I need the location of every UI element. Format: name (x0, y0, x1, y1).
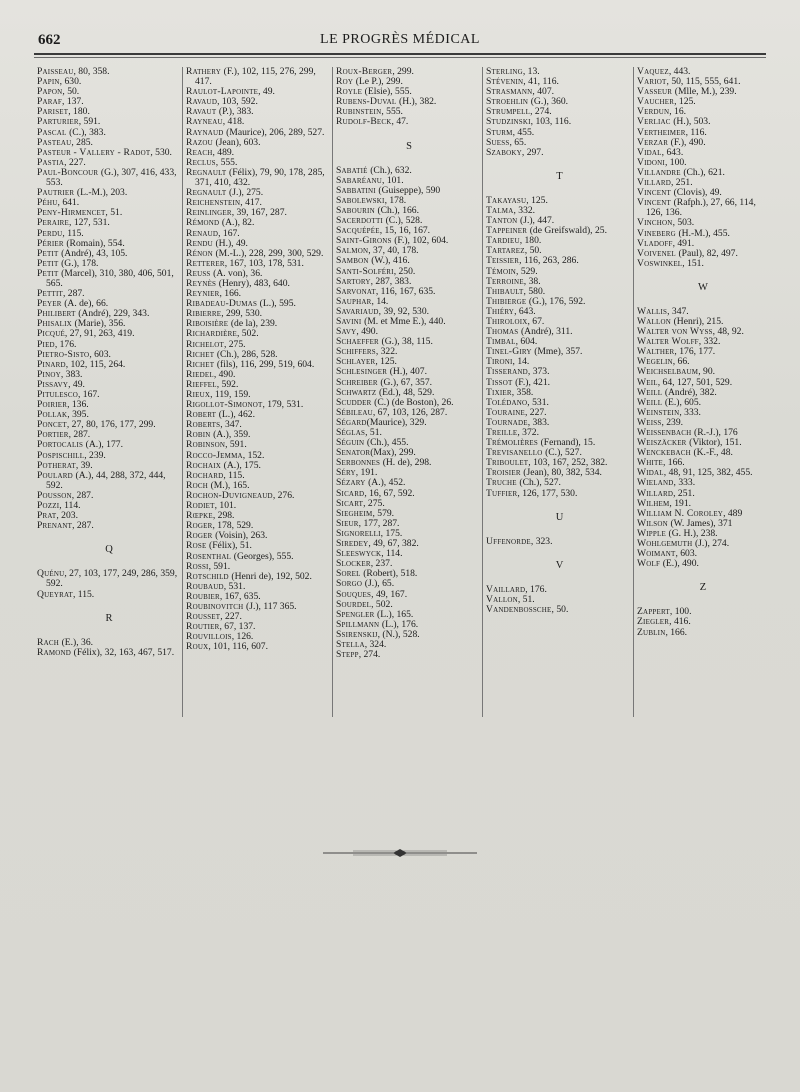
index-entry: Widal, 48, 91, 125, 382, 455. (637, 467, 753, 479)
header-rule-thin (34, 57, 766, 58)
index-entry: Séry, 191. (336, 467, 378, 479)
index-entry: Sauphar, 14. (336, 295, 389, 307)
index-entry: Raulot-Lapointe, 49. (186, 86, 275, 98)
index-entry: Variot, 50, 115, 555, 641. (637, 76, 741, 88)
index-entry: Schaeffer (G.), 38, 115. (336, 336, 433, 348)
index-entry: Roux-Berger, 299. (336, 66, 414, 77)
index-entry: Regnault (Félix), 79, 90, 178, 285, 371, 410, 432. (186, 166, 325, 189)
index-entry: Richardière, 502. (186, 328, 259, 340)
index-entry: Weill (E.), 605. (637, 396, 702, 408)
section-letter: Z (699, 582, 707, 594)
index-entry: Ssirenskij, (N.), 528. (336, 628, 420, 640)
index-entry: Verzar (F.), 490. (637, 136, 706, 148)
running-title: LE PROGRÈS MÉDICAL (320, 32, 480, 47)
index-entry: Phisalix (Marie), 356. (37, 318, 126, 330)
index-entry: Sorgo (J.), 65. (336, 578, 395, 590)
index-entry: Robinson, 591. (186, 439, 247, 451)
index-entry: Rayneau, 418. (186, 116, 245, 128)
index-entry: Villandre (Ch.), 621. (637, 166, 725, 178)
index-entry: Sterling, 13. (486, 66, 540, 77)
index-entry: Pastia, 227. (37, 156, 86, 168)
index-entry: Trevisanello (C.), 527. (486, 447, 582, 459)
index-entry: Rochaix (A.), 175. (186, 459, 261, 471)
index-entry: Pietro-Sisto, 603. (37, 348, 111, 360)
index-entry: Pissavy, 49. (37, 378, 85, 390)
index-entry: Walter Wolff, 332. (637, 336, 721, 348)
index-entry: Ramond (Félix), 32, 163, 467, 517. (37, 646, 175, 658)
index-entry: Prenant, 287. (37, 520, 94, 532)
index-entry: Vasseur (Mlle, M.), 239. (637, 86, 737, 98)
index-entry: Stepp, 274. (336, 649, 381, 661)
page-number: 662 (38, 32, 61, 48)
index-entry: Sicart, 275. (336, 497, 385, 509)
index-entry: Témoin, 529. (486, 265, 538, 277)
index-entry: Rosenthal (Georges), 555. (186, 550, 294, 562)
index-entry: Savini (M. et Mme E.), 440. (336, 315, 446, 327)
index-entry: Roch (M.), 165. (186, 479, 250, 491)
index-entry: Slocker, 237. (336, 558, 393, 570)
index-entry: Wolf (E.), 490. (637, 558, 699, 570)
index-entry: Rach (E.), 36. (37, 636, 94, 648)
index-entry: Rotschild (Henri de), 192, 502. (186, 570, 312, 582)
index-entry: Savariaud, 39, 92, 530. (336, 305, 430, 317)
index-entry: Tissot (F.), 421. (486, 376, 551, 388)
index-entry: Parturier, 591. (37, 116, 101, 128)
index-entry: Roux, 101, 116, 607. (186, 641, 268, 653)
index-entry: Thibierge (G.), 176, 592. (486, 295, 586, 307)
index-entry: Reichenstein, 417. (186, 197, 262, 209)
index-entry: Truche (Ch.), 527. (486, 477, 561, 489)
index-entry: Sacquépée, 15, 16, 167. (336, 225, 431, 237)
index-entry: Queyrat, 115. (37, 588, 95, 600)
index-entry: Pollak, 395. (37, 409, 89, 421)
index-entry: Pasteur - Vallery - Radot, 530. (37, 146, 172, 158)
index-entry: Tinel-Giry (Mme), 357. (486, 346, 583, 358)
index-entry: Vidal, 643. (637, 146, 684, 158)
index-entry: Pousson, 287. (37, 489, 94, 501)
index-entry: Weiszäcker (Viktor), 151. (637, 437, 742, 449)
index-entry: Walter von Wyss, 48, 92. (637, 326, 744, 338)
index-entry: Razou (Jean), 603. (186, 136, 261, 148)
index-entry: Tixier, 358. (486, 386, 534, 398)
index-entry: Thibault, 580. (486, 285, 546, 297)
index-entry: Portier, 287. (37, 429, 91, 441)
index-entry: Tuffier, 126, 177, 530. (486, 487, 578, 499)
index-entry: Pinard, 102, 115, 264. (37, 358, 126, 370)
index-entry: Tolédano, 531. (486, 396, 549, 408)
index-entry: Vinchon, 503. (637, 217, 695, 229)
index-entry: Rathery (F.), 102, 115, 276, 299, 417. (186, 66, 316, 88)
index-entry: Richet (fils), 116, 299, 519, 604. (186, 358, 315, 370)
index-entry: Roberts, 347. (186, 419, 242, 431)
index-entry: Poncet, 27, 80, 176, 177, 299. (37, 419, 156, 431)
index-entry: White, 166. (637, 457, 685, 469)
index-entry: Touraine, 227. (486, 406, 547, 418)
index-entry: Sacerdotti (C.), 528. (336, 215, 423, 227)
index-entry: Wenckebach (K.-F., 48. (637, 447, 733, 459)
index-entry: Vertheimer, 116. (637, 126, 707, 138)
index-entry: Wieland, 333. (637, 477, 696, 489)
index-entry: Santi-Solféri, 250. (336, 265, 416, 277)
index-entry: Robert (L.), 462. (186, 409, 255, 421)
index-entry: Sambon (W.), 416. (336, 255, 410, 267)
index-entry: Savy, 490. (336, 326, 378, 338)
index-entry: Senator(Max), 299. (336, 447, 416, 459)
index-entry: Uffenorde, 323. (486, 535, 553, 547)
index-entry: Pautrier (L.-M.), 203. (37, 187, 128, 199)
index-entry: Sabaréanu, 101. (336, 174, 404, 186)
index-entry: Stévenin, 41, 116. (486, 76, 559, 88)
index-entry: Reinlinger, 39, 167, 287. (186, 207, 287, 219)
index-entry: Ribadeau-Dumas (L.), 595. (186, 298, 296, 310)
index-entry: Schlesinger (H.), 407. (336, 366, 428, 378)
index-entry: Roy (Le P.), 299. (336, 76, 403, 88)
index-entry: Portocalis (A.), 177. (37, 439, 123, 451)
section-letter: R (105, 612, 113, 624)
index-entry: Triboulet, 103, 167, 252, 382. (486, 457, 608, 469)
index-entry: Rodiet, 101. (186, 500, 237, 512)
index-entry: Verliac (H.), 503. (637, 116, 711, 128)
index-entry: Riedel, 490. (186, 368, 236, 380)
index-entry: Stroehlin (G.), 360. (486, 96, 569, 108)
index-entry: Serbonnes (H. de), 298. (336, 457, 432, 469)
index-column-2 (182, 67, 332, 717)
index-entry: Sabbatini (Guiseppe), 590 (336, 184, 441, 196)
index-entry: Vincent (Clovis), 49. (637, 187, 722, 199)
index-entry: Tanton (J.), 447. (486, 215, 555, 227)
index-entry: Pozzi, 114. (37, 500, 81, 512)
index-entry: Vincent (Rafph.), 27, 66, 114, 126, 136. (637, 197, 756, 219)
index-entry: Spengler (L.), 165. (336, 608, 414, 620)
index-entry: Sabolewski, 178. (336, 194, 407, 206)
index-entry: Scudder (C.) (de Boston), 26. (336, 396, 454, 408)
index-entry: Sartory, 287, 383. (336, 275, 412, 287)
index-entry: Rubens-Duval (H.), 382. (336, 96, 437, 108)
index-entry: Willard, 251. (637, 487, 695, 499)
index-entry: Séglas, 51. (336, 427, 382, 438)
index-entry: Wilhem, 191. (637, 497, 692, 509)
index-entry: Petit (G.), 178. (37, 257, 99, 269)
index-entry: Roubaud, 531. (186, 580, 246, 592)
index-column-4 (482, 67, 633, 717)
index-entry: Pasteau, 285. (37, 136, 93, 148)
index-entry: Papin, 630. (37, 76, 82, 88)
page-header (38, 32, 762, 52)
index-entry: Woimant, 603. (637, 548, 698, 560)
index-entry: Vaquez, 443. (637, 66, 691, 77)
index-entry: Tisserand, 373. (486, 366, 550, 378)
index-entry: Siredey, 49, 67, 382. (336, 538, 419, 550)
index-entry: Weil, 64, 127, 501, 529. (637, 376, 733, 388)
index-entry: Peraire, 127, 531. (37, 217, 110, 229)
index-entry: Ravaud, 103, 592. (186, 96, 258, 108)
index-entry: Terroine, 38. (486, 275, 541, 287)
index-entry: Villard, 251. (637, 177, 693, 189)
index-entry: Sabourin (Ch.), 166. (336, 204, 420, 216)
end-ornament (323, 847, 477, 859)
index-column-3 (332, 67, 482, 717)
index-entry: Souques, 49, 167. (336, 588, 408, 600)
index-entry: Reuss (A. von), 36. (186, 267, 263, 279)
index-entry: Schreiber (G.), 67, 357. (336, 376, 433, 388)
index-entry: Strumpell, 274. (486, 106, 552, 118)
index-entry: Thiéry, 643. (486, 305, 536, 317)
index-entry: Rochard, 115. (186, 469, 245, 481)
index-entry: Wohlgemuth (J.), 274. (637, 538, 730, 550)
index-entry: Walther, 176, 177. (637, 346, 716, 358)
index-entry: Suess, 65. (486, 136, 527, 148)
index-entry: Routier, 67, 137. (186, 621, 256, 633)
index-entry: Rigollot-Simonot, 179, 531. (186, 399, 304, 411)
index-entry: Vaucher, 125. (637, 96, 696, 108)
index-entry: Sleeswyck, 114. (336, 548, 403, 560)
index-entry: Peny-Hirmencet, 51. (37, 207, 123, 219)
index-entry: Vandenbossche, 50. (486, 603, 569, 615)
index-entry: Thomas (André), 311. (486, 326, 573, 338)
index-entry: Prat, 203. (37, 510, 78, 522)
index-entry: Zublin, 166. (637, 626, 688, 638)
index-entry: Poirier, 136. (37, 399, 89, 411)
index-entry: Sicard, 16, 67, 592. (336, 487, 415, 499)
index-entry: Saint-Girons (F.), 102, 604. (336, 235, 449, 247)
index-entry: Siegheim, 579. (336, 507, 395, 519)
index-entry: Robin (A.), 359. (186, 429, 251, 441)
index-entry: Pinoy, 383. (37, 368, 83, 380)
index-entry: Vallon, 51. (486, 593, 535, 605)
index-entry: Tironi, 14. (486, 356, 530, 368)
index-entry: Wallis, 347. (637, 305, 689, 317)
index-entry: Peyer (A. de), 66. (37, 298, 109, 310)
index-entry: Talma, 332. (486, 204, 536, 216)
index-entry: Potherat, 39. (37, 459, 93, 471)
index-entry: Péhu, 641. (37, 197, 80, 209)
index-entry: Rudolf-Beck, 47. (336, 116, 409, 128)
index-entry: Schiffers, 322. (336, 346, 398, 358)
index-entry: Wipple (G. H.), 238. (637, 527, 718, 539)
index-entry: Papon, 50. (37, 86, 80, 98)
index-entry: Rocco-Jemma, 152. (186, 449, 265, 461)
index-entry: Voswinkel, 151. (637, 257, 704, 269)
index-entry: Pied, 176. (37, 338, 77, 350)
index-entry: Vaillard, 176. (486, 583, 547, 595)
index-entry: Rieffel, 592. (186, 378, 239, 390)
index-entry: Vidoni, 100. (637, 156, 687, 168)
index-column-1 (34, 67, 181, 717)
index-entry: Salmon, 37, 40, 178. (336, 245, 419, 257)
section-letter: T (556, 170, 563, 182)
index-entry: Reynier, 166. (186, 288, 242, 300)
index-entry: Verdun, 16. (637, 106, 687, 118)
index-entry: Périer (Romain), 554. (37, 237, 125, 249)
index-entry: Sabatié (Ch.), 632. (336, 164, 412, 176)
index-entry: Ribierre, 299, 530. (186, 308, 263, 320)
index-entry: Tappeiner (de Greifswald), 25. (486, 225, 607, 237)
index-entry: Weichselbaum, 90. (637, 366, 716, 378)
index-entry: Roger, 178, 529. (186, 520, 254, 532)
index-entry: Stella, 324. (336, 638, 387, 650)
index-entry: Sieur, 177, 287. (336, 517, 400, 529)
index-entry: Philibert (André), 229, 343. (37, 308, 150, 320)
index-entry: Rousset, 227. (186, 611, 242, 623)
index-entry: Retterer, 167, 103, 178, 531. (186, 257, 304, 269)
index-entry: Royle (Elsie), 555. (336, 86, 412, 98)
index-entry: Pascal (C.), 383. (37, 126, 106, 138)
index-columns (34, 67, 769, 747)
index-entry: Poulard (A.), 44, 288, 372, 444, 592. (37, 469, 166, 491)
index-entry: Roubinovitch (J.), 117 365. (186, 600, 297, 612)
index-entry: Sébileau, 67, 103, 126, 287. (336, 406, 448, 418)
index-entry: Pospischill, 239. (37, 449, 106, 461)
index-entry: Renaud, 167. (186, 227, 240, 239)
index-entry: Weinstein, 333. (637, 406, 701, 418)
index-entry: Szaboky, 297. (486, 146, 544, 158)
index-entry: Troisier (Jean), 80, 382, 534. (486, 467, 602, 479)
index-entry: Rochon-Duvigneaud, 276. (186, 489, 295, 501)
index-entry: Paul-Boncour (G.), 307, 416, 433, 553. (37, 166, 177, 189)
index-entry: Perdu, 115. (37, 227, 84, 239)
index-entry: Ziegler, 416. (637, 616, 691, 628)
index-entry: Tartarez, 50. (486, 245, 542, 257)
section-letter: U (555, 511, 564, 523)
index-entry: Weissenbach (R.-J.), 176 (637, 427, 738, 438)
index-entry: Richet (Ch.), 286, 528. (186, 348, 278, 360)
index-entry: Vladoff, 491. (637, 237, 695, 249)
index-entry: Timbal, 604. (486, 336, 538, 348)
index-entry: Rose (Félix), 51. (186, 540, 252, 552)
index-entry: Rémond (A.), 82. (186, 217, 255, 229)
index-entry: Vineberg (H.-M.), 455. (637, 227, 730, 239)
index-entry: Weill (André), 382. (637, 386, 717, 398)
index-entry: Petit (Marcel), 310, 380, 406, 501, 565. (37, 267, 174, 289)
index-entry: Teissier, 116, 263, 286. (486, 255, 579, 267)
header-rule (34, 53, 766, 55)
index-entry: Rouvillois, 126. (186, 631, 254, 643)
index-entry: Sarvonat, 116, 167, 635. (336, 285, 436, 297)
index-entry: Schwartz (Ed.), 48, 529. (336, 386, 435, 398)
index-entry: Richelot, 275. (186, 338, 246, 350)
index-entry: Paisseau, 80, 358. (37, 66, 110, 77)
index-entry: Roubier, 167, 635. (186, 590, 261, 602)
index-entry: Pettit, 287. (37, 288, 85, 300)
section-letter: Q (105, 544, 113, 556)
index-entry: Pariset, 180. (37, 106, 90, 118)
index-entry: Takayasu, 125. (486, 194, 548, 206)
index-entry: Rossi, 591. (186, 560, 231, 572)
section-letter: S (406, 140, 412, 152)
index-entry: Séguin (Ch.), 455. (336, 437, 409, 449)
index-entry: Thiroloix, 67. (486, 315, 545, 327)
index-entry: Rendu (H.), 49. (186, 237, 248, 249)
index-entry: Riboisière (de la), 239. (186, 318, 278, 330)
index-entry: Rubinstein, 555. (336, 106, 403, 118)
index-entry: Tardieu, 180. (486, 235, 542, 247)
index-entry: Weiss, 239. (637, 416, 684, 428)
index-entry: Reclus, 555. (186, 156, 238, 168)
index-entry: Wegelin, 66. (637, 356, 690, 368)
index-entry: Sorel (Robert), 518. (336, 568, 418, 580)
index-entry: Rieux, 119, 159. (186, 389, 251, 400)
index-entry: Sturm, 455. (486, 126, 535, 138)
index-entry: Schlayer, 125. (336, 356, 397, 368)
index-entry: Trémolières (Fernand), 15. (486, 437, 596, 449)
index-entry: Picqué, 27, 91, 263, 419. (37, 328, 135, 340)
index-entry: Reynès (Henry), 483, 640. (186, 277, 290, 289)
index-entry: Wilson (W. James), 371 (637, 517, 733, 529)
index-entry: Roger (Voisin), 263. (186, 530, 268, 542)
index-entry: Reach, 489. (186, 146, 235, 158)
index-entry: Treille, 372. (486, 427, 539, 438)
index-entry: Raynaud (Maurice), 206, 289, 527. (186, 126, 325, 138)
section-letter: V (555, 559, 564, 571)
index-entry: Rénon (M.-L.), 228, 299, 300, 529. (186, 247, 324, 259)
index-entry: Strasmann, 407. (486, 86, 555, 98)
index-entry: Regnault (J.), 275. (186, 187, 264, 199)
index-entry: Studzinski, 103, 116. (486, 116, 572, 128)
index-entry: Sézary (A.), 452. (336, 477, 406, 489)
index-entry: Spillmann (L.), 176. (336, 618, 419, 630)
index-entry: Zappert, 100. (637, 606, 692, 618)
index-column-5 (633, 67, 769, 717)
index-entry: Ségard(Maurice), 329. (336, 416, 427, 428)
index-entry: Signorelli, 175. (336, 527, 403, 539)
index-entry: Sourdel, 502. (336, 598, 393, 610)
index-entry: Wallon (Henri), 215. (637, 315, 724, 327)
index-entry: Tournade, 383. (486, 416, 550, 428)
index-entry: Petit (André), 43, 105. (37, 247, 128, 259)
index-entry: Pitulesco, 167. (37, 389, 100, 400)
index-entry: Ravaut (P.), 383. (186, 106, 254, 118)
index-entry: Voivenel (Paul), 82, 497. (637, 247, 738, 259)
index-entry: Rœpke, 298. (186, 510, 235, 522)
index-entry: Quénu, 27, 103, 177, 249, 286, 359, 592. (37, 568, 178, 590)
index-entry: William N. Coroley, 489 (637, 507, 743, 519)
index-entry: Paraf, 137. (37, 96, 84, 108)
section-letter: W (698, 281, 708, 293)
